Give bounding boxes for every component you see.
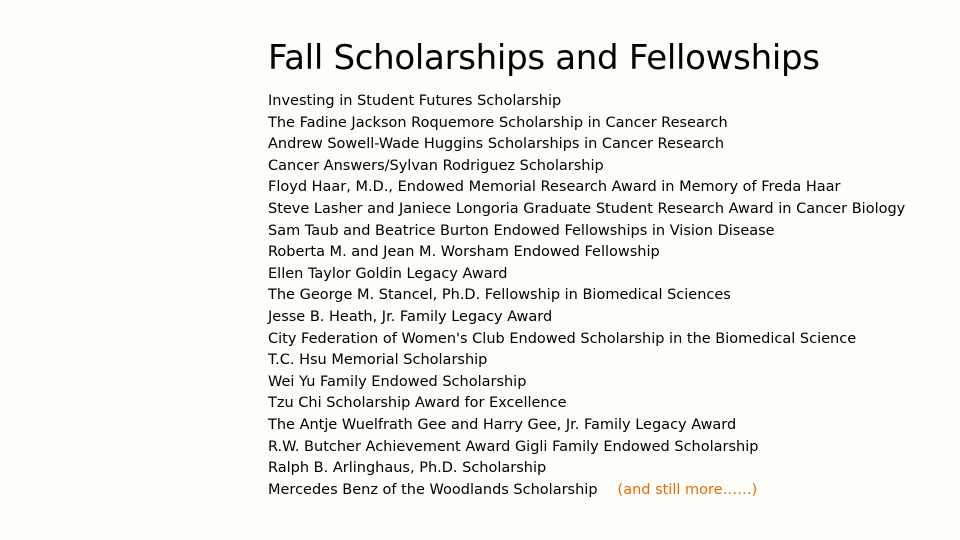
list-item-last bbox=[268, 480, 905, 502]
list-item: Wei Yu Family Endowed Scholarship bbox=[268, 373, 527, 390]
scholarship-list bbox=[268, 91, 905, 501]
list-item: Ellen Taylor Goldin Legacy Award bbox=[268, 265, 508, 282]
list-item: Cancer Answers/Sylvan Rodriguez Scholarship bbox=[268, 157, 604, 174]
list-item: Steve Lasher and Janiece Longoria Graduate Student Research Award in Cancer Biology bbox=[268, 200, 906, 217]
list-item: R.W. Butcher Achievement Award Gigli Family Endowed Scholarship bbox=[268, 438, 759, 455]
list-item-text: Mercedes Benz of the Woodlands Scholarship bbox=[268, 481, 598, 498]
list-item: Sam Taub and Beatrice Burton Endowed Fellowships in Vision Disease bbox=[268, 222, 775, 239]
list-item: Roberta M. and Jean M. Worsham Endowed Fellowship bbox=[268, 244, 660, 261]
list-item: Tzu Chi Scholarship Award for Excellence bbox=[268, 395, 567, 412]
list-item: Ralph B. Arlinghaus, Ph.D. Scholarship bbox=[268, 460, 547, 477]
list-item: T.C. Hsu Memorial Scholarship bbox=[268, 352, 488, 369]
list-item: Andrew Sowell-Wade Huggins Scholarships in Cancer Research bbox=[268, 136, 725, 153]
slide-title: Fall Scholarships and Fellowships bbox=[268, 38, 820, 78]
list-item: Investing in Student Futures Scholarship bbox=[268, 93, 562, 109]
list-item: City Federation of Women's Club Endowed Scholarship in the Biomedical Science bbox=[268, 330, 857, 347]
list-item: Jesse B. Heath, Jr. Family Legacy Award bbox=[268, 308, 553, 325]
list-item: Floyd Haar, M.D., Endowed Memorial Research Award in Memory of Freda Haar bbox=[268, 179, 841, 196]
more-note: (and still more……) bbox=[617, 481, 758, 498]
list-item: The Fadine Jackson Roquemore Scholarship in Cancer Research bbox=[268, 114, 728, 131]
list-item: The George M. Stancel, Ph.D. Fellowship in Biomedical Sciences bbox=[268, 287, 731, 304]
list-item: The Antje Wuelfrath Gee and Harry Gee, Jr. Family Legacy Award bbox=[268, 416, 737, 433]
